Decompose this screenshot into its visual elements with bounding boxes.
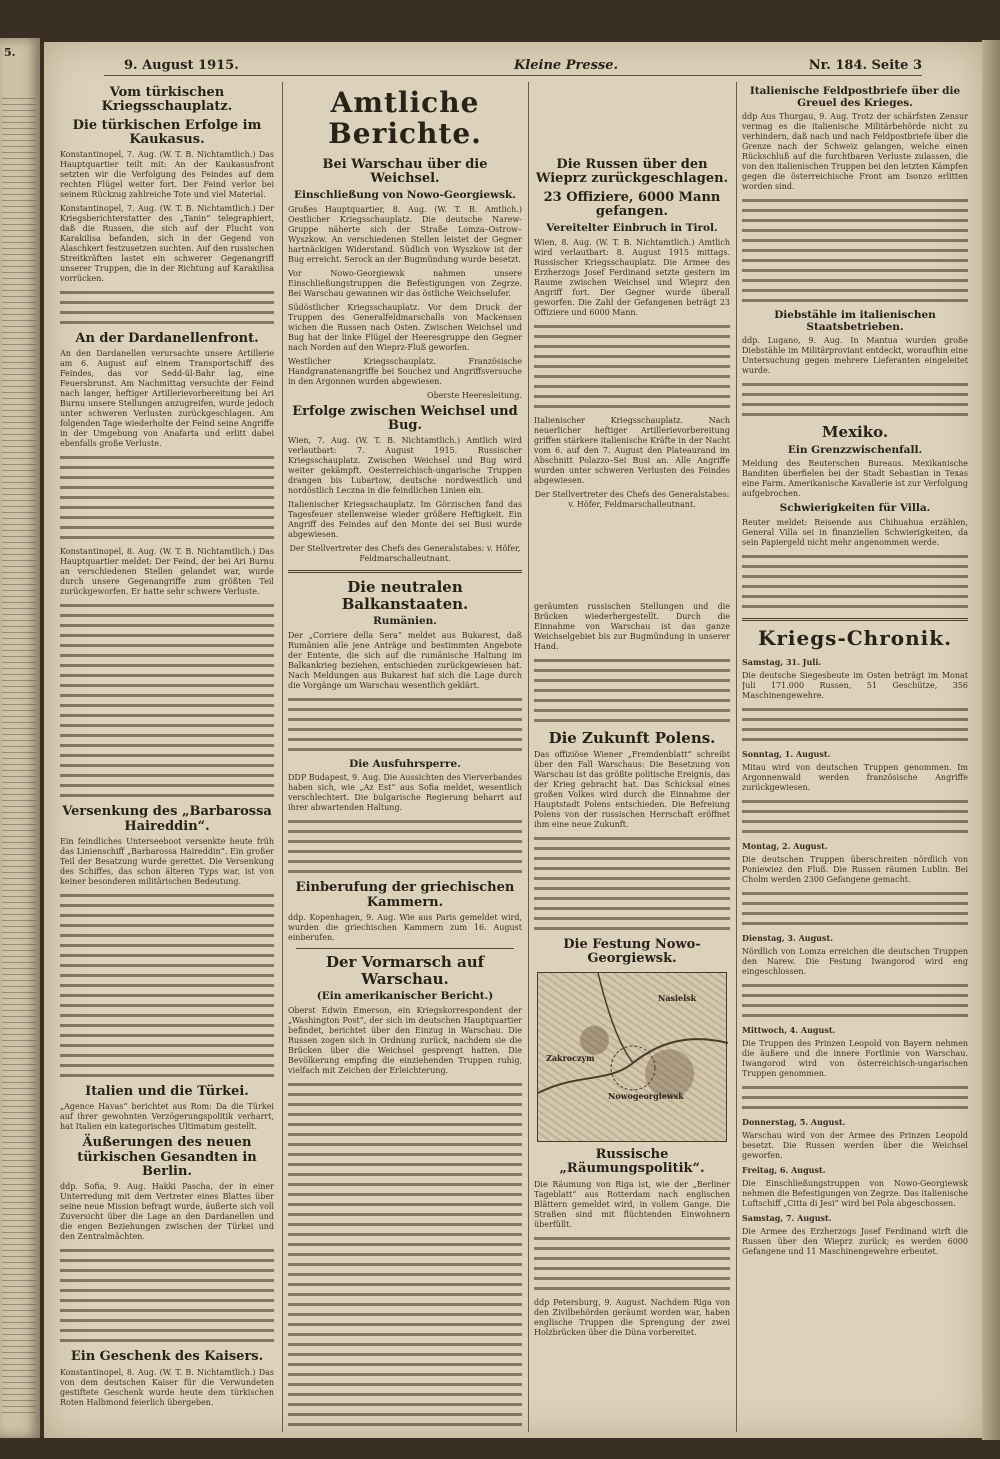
- subheadline: Die Ausfuhrsperre.: [349, 757, 461, 770]
- article-text: Konstantinopel, 7. Aug. (W. T. B. Nichtamtlich.) Der Kriegsberichterstatter des „Tanin“ telegraphiert, daß die Russen, die sich auf der Flucht von Karakilisa befanden, sich in der Gegend von Alaschkert festzusetzen suchten. Auf den russischen Streitkräften lastet ein schwerer Gegenangriff unserer Truppen, die in der Richtung auf Karakilisa vorrücken.: [60, 204, 274, 284]
- article-text: Ein feindliches Unterseeboot versenkte heute früh das Linienschiff „Barbarossa Haireddin“. Ein großer Teil der Besatzung wurde gerettet. Die Versenkung des Schiffes, das schon älteren Typs war, ist von keiner besonderen militärischen Bedeutung.: [60, 837, 274, 887]
- headline: Einberufung der griechischen Kammern.: [295, 880, 515, 910]
- section-title: Amtliche Berichte.: [328, 86, 482, 150]
- article-text: Vor Nowo-Georgiewsk nahmen unsere Einschließungstruppen die Befestigungen von Zegrze. Bei Warschau gewannen wir das östliche Weichselufer.: [288, 268, 522, 298]
- headline: Äußerungen des neuen türkischen Gesandten in Berlin.: [77, 1135, 257, 1179]
- article-text: ddp. Kopenhagen, 9. Aug. Wie aus Paris gemeldet wird, wurden die griechischen Kammern zum 16. August einberufen.: [288, 913, 522, 943]
- article-text: ddp. Sofia, 9. Aug. Hakki Pascha, der in einer Unterredung mit dem Vertreter eines Blattes über seine neue Mission befragt wurde, äußerte sich voll Zuversicht über die Lage an den Dardanellen und die engen Beziehungen zwischen der Türkei und den Zentralmächten.: [60, 1182, 274, 1242]
- article-text: An den Dardanellen verursachte unsere Artillerie am 6. August auf einem Transportschiff des Feindes, das vor Sedd-ül-Bahr lag, eine Feuersbrunst. Am Nachmittag versuchte der Feind nach langer, heftiger Artillerievorbereitung bei Ari Burnu unsere Stellungen anzugreifen, wurde jedoch unter schweren Verlusten zurückgeschlagen. Am folgenden Tage wiederholte der Feind seine Angriffe in der Umgebung von Anafarta und erlitt dabei ebenfalls große Verluste.: [60, 349, 274, 449]
- chronicle-date: Dienstag, 3. August.: [742, 932, 833, 943]
- chronicle-entry: Die Truppen des Prinzen Leopold von Bayern nehmen die äußere und die innere Fortlinie von Warschau. Iwangorod wird von österreichisch-ungarischen Truppen genommen.: [742, 1038, 968, 1078]
- article-text: Die Räumung von Riga ist, wie der „Berliner Tageblatt“ aus Rotterdam nach englischen Blättern gemeldet wird, in vollem Gange. Die Straßen sind mit flüchtenden Einwohnern überfüllt.: [534, 1179, 730, 1229]
- chronicle-entry: Die deutsche Siegesbeute im Osten beträgt im Monat Juli 171.000 Russen, 51 Geschütze, 356 Maschinengewehre.: [742, 670, 968, 700]
- headline: Vom türkischen Kriegsschauplatz.: [101, 85, 233, 115]
- column-turkish-front: [60, 82, 274, 1432]
- column-rule: [736, 82, 737, 1432]
- text-lines: [742, 552, 968, 612]
- headline: Bei Warschau über die Weichsel.: [322, 156, 488, 186]
- chronicle-entry: Nördlich von Lomza erreichen die deutschen Truppen den Narew. Die Festung Iwangorod wird eng eingeschlossen.: [742, 946, 968, 976]
- text-lines: [60, 1246, 274, 1346]
- article-text: „Agence Havas“ berichtet aus Rom: Da die Türkei auf ihrer gewohnten Verzögerungspolitik verharrt, hat Italien ein kategorisches Ultimatum gestellt.: [60, 1102, 274, 1132]
- column-poland-article: [534, 602, 730, 1432]
- article-text: Italienischer Kriegsschauplatz. Nach neuerlicher heftiger Artillerievorbereitung griffen stärkere italienische Kräfte in der Nacht vom 6. auf den 7. August den Plateaurand im Abschnitt Polazzo–Sei Busi an. Alle Angriffe wurden unter schweren Verlusten des Feindes abgewiesen.: [534, 415, 730, 485]
- headline: Diebstähle im italienischen Staatsbetrieben.: [774, 309, 936, 333]
- chronicle-date: Sonntag, 1. August.: [742, 748, 831, 759]
- subheadline: Die türkischen Erfolge im Kaukasus.: [72, 117, 262, 147]
- text-lines: [742, 797, 968, 837]
- text-lines: [288, 1080, 522, 1432]
- headline: Erfolge zwischen Weichsel und Bug.: [292, 403, 518, 434]
- column-rule: [282, 82, 283, 1432]
- text-lines: [288, 695, 522, 755]
- fortress-map: [537, 972, 727, 1142]
- text-lines: [742, 981, 968, 1021]
- map-label: Nowogeorgiewsk: [608, 1091, 684, 1102]
- headline: 23 Offiziere, 6000 Mann gefangen.: [543, 189, 721, 219]
- chronicle-entry: Die Einschließungstruppen von Nowo-Georgiewsk nehmen die Befestigungen von Zegrze. Das italienische Luftschiff „Citta di Jesi“ wird bei Pola abgeschossen.: [742, 1178, 968, 1208]
- text-lines: [742, 1083, 968, 1113]
- article-text: Großes Hauptquartier, 8. Aug. (W. T. B. Amtlich.) Oestlicher Kriegsschauplatz. Die deutsche Narew-Gruppe näherte sich der Straße Lomza–Ostrow–Wyszkow. An verschiedenen Stellen leistet der Gegner hartnäckigen Widerstand. Südlich von Wyszkow ist der Bug erreicht. Serock an der Bugmündung wurde besetzt.: [288, 204, 522, 264]
- map-label: Nasielsk: [658, 993, 697, 1004]
- article-text: Konstantinopel, 8. Aug. (W. T. B. Nichtamtlich.) Das von dem deutschen Kaiser für die Verwundeten gestiftete Geschenk wurde heute dem türkischen Roten Halbmond feierlich übergeben.: [60, 1367, 274, 1407]
- river-narew: [598, 973, 633, 1063]
- book-spine-edge: [982, 40, 1000, 1440]
- text-lines: [534, 656, 730, 726]
- issue-date: 9. August 1915.: [124, 58, 239, 73]
- previous-page-text: [2, 98, 36, 1418]
- paper-name: Kleine Presse.: [514, 58, 619, 73]
- chronicle-date: Samstag, 7. August.: [742, 1212, 832, 1223]
- column-russian-front: [534, 82, 730, 602]
- headline: Versenkung des „Barbarossa Haireddin“.: [62, 804, 272, 834]
- article-text: Das offiziöse Wiener „Fremdenblatt“ schreibt über den Fall Warschaus: Die Besetzung von Warschau ist das größte politische Ereignis, das der Krieg gebracht hat. Das Schicksal eines großen Volkes wird durch die Einnahme der Hauptstadt Polens entschieden. Die Befreiung Polens von der russischen Herrschaft eröffnet ihm eine neue Zukunft.: [534, 749, 730, 829]
- text-lines: [742, 889, 968, 929]
- chronicle-date: Donnerstag, 5. August.: [742, 1116, 846, 1127]
- issue-page-number: Nr. 184. Seite 3: [808, 58, 922, 73]
- article-text: Meldung des Reuterschen Bureaus. Mexikanische Banditen überfielen bei der Stadt Sebastian in Texas eine Farm. Amerikanische Kavallerie ist zur Verfolgung aufgebrochen.: [742, 459, 968, 499]
- subheadline: Einschließung von Nowo-Georgiewsk.: [294, 189, 516, 202]
- text-lines: [534, 322, 730, 412]
- signature: Der Stellvertreter des Chefs des Generalstabes: v. Höfer, Feldmarschalleutnant.: [534, 489, 730, 509]
- headline: Die neutralen Balkanstaaten.: [341, 578, 469, 613]
- fortress-ring: [611, 1046, 655, 1090]
- headline: Die Zukunft Polens.: [548, 729, 716, 747]
- article-text: Der „Corriere della Sera“ meldet aus Bukarest, daß Rumänien alle jene Anträge und bestimmten Angebote der Entente, die sich auf die rumänische Haltung im Balkankrieg beziehen, entschieden zurückgewiesen hat. Nach Meldungen aus Bukarest hat sich die Lage durch die Vorgänge um Warschau wesentlich geklärt.: [288, 630, 522, 690]
- article-text: Westlicher Kriegsschauplatz. Französische Handgranatenangriffe bei Souchez und Angriffsversuche in den Argonnen wurden abgewiesen.: [288, 356, 522, 386]
- article-text: ddp Aus Thurgau, 9. Aug. Trotz der schärfsten Zensur vermag es die italienische Militärbehörde nicht zu verhindern, daß nach und nach Feldpostbriefe über die Grenze nach der Schweiz gelangen, welche einen Rückschluß auf die furchtbaren Verluste zulassen, die von den italienischen Truppen bei den letzten Kämpfen gegen die österreichische Front am Isonzo erlitten worden sind.: [742, 112, 968, 192]
- map-label: Zakroczym: [546, 1053, 595, 1064]
- text-lines: [60, 891, 274, 1081]
- headline: Ein Geschenk des Kaisers.: [70, 1349, 264, 1365]
- divider: [288, 570, 522, 573]
- text-lines: [742, 380, 968, 420]
- column-official-reports: [288, 82, 522, 1432]
- previous-page-edge: [0, 38, 40, 1438]
- article-text: Südöstlicher Kriegsschauplatz. Vor dem Druck der Truppen des Generalfeldmarschalls von Mackensen wichen die Russen nach Osten. Zwischen Weichsel und Bug hat der linke Flügel der Heeresgruppe den Gegner nach Norden auf den Wieprz-Fluß geworfen.: [288, 302, 522, 352]
- divider: [296, 948, 514, 949]
- column-italy-chronicle: [742, 82, 968, 1432]
- chronicle-entry: Warschau wird von der Armee des Prinzen Leopold besetzt. Die Russen werden über die Weichsel geworfen.: [742, 1130, 968, 1160]
- text-lines: [60, 288, 274, 328]
- text-lines: [288, 817, 522, 877]
- headline: Italien und die Türkei.: [85, 1084, 249, 1100]
- divider: [742, 618, 968, 621]
- chronicle-date: Samstag, 31. Juli.: [742, 656, 822, 667]
- column-rule: [528, 82, 529, 1432]
- text-lines: [60, 601, 274, 801]
- article-text: Konstantinopel, 7. Aug. (W. T. B. Nichtamtlich.) Das Hauptquartier teilt mit: An der Kaukasusfront setzten wir die Verfolgung des Feindes auf dem rechten Flügel weiter fort. Der Feind verlor bei seinem Rückzug zahlreiche Tote und viel Material.: [60, 150, 274, 200]
- headline: Russische „Räumungspolitik“.: [559, 1147, 705, 1177]
- article-text: geräumten russischen Stellungen und die Brücken wiederhergestellt. Durch die Einnahme von Warschau ist das ganze Weichselgebiet bis zur Bugmündung in unserer Hand.: [534, 602, 730, 651]
- section-title: Kriegs-Chronik.: [757, 625, 953, 650]
- text-lines: [742, 196, 968, 306]
- article-text: DDP Budapest, 9. Aug. Die Aussichten des Vierverbandes haben sich, wie „Az Est“ aus Sofia meldet, wesentlich verschlechtert. Die bulgarische Regierung beharrt auf ihrer abwartenden Haltung.: [288, 773, 522, 813]
- article-text: Wien, 8. Aug. (W. T. B. Nichtamtlich.) Amtlich wird verlautbart: 8. August 1915 mittags. Russischer Kriegsschauplatz. Die Armee des Erzherzogs Josef Ferdinand setzte gestern im Raume zwischen Weichsel und Wieprz den Angriff fort. Der Gegner wurde überall geworfen. Die Zahl der Gefangenen beträgt 23 Offiziere und 6000 Mann.: [534, 237, 730, 317]
- subheadline: Ein Grenzzwischenfall.: [787, 443, 923, 456]
- subheadline: Vereitelter Einbruch in Tirol.: [546, 222, 718, 235]
- article-text: Konstantinopel, 8. Aug. (W. T. B. Nichtamtlich.) Das Hauptquartier meldet: Der Feind, der bei Ari Burnu an verschiedenen Stellen gelandet war, wurde durch unsere Gegenangriffe zum größten Teil zurückgeworfen. Er hatte sehr schwere Verluste.: [60, 547, 274, 597]
- article-text: ddp Petersburg, 9. August. Nachdem Riga von den Zivilbehörden geräumt worden war, haben englische Truppen die Sprengung der zwei Holzbrücken über die Düna vorbereitet.: [534, 1297, 730, 1337]
- article-text: ddp. Lugano, 9. Aug. In Mantua wurden große Diebstähle im Militärproviant entdeckt, woraufhin eine Untersuchung gegen mehrere Lieferanten eingeleitet wurde.: [742, 336, 968, 376]
- chronicle-entry: Die Armee des Erzherzogs Josef Ferdinand wirft die Russen über den Wieprz zurück; es werden 6000 Gefangene und 11 Maschinengewehre erbeutet.: [742, 1226, 968, 1256]
- article-text: Italienischer Kriegsschauplatz. Im Görzischen fand das Tagesfeuer stellenweise wieder größere Heftigkeit. Ein Angriff des Feindes auf den Monte dei sei Busi wurde abgewiesen.: [288, 500, 522, 540]
- chronicle-entry: Die deutschen Truppen überschreiten nördlich von Poniewiez den Fluß. Die Russen räumen Lublin. Bei Cholm werden 2300 Gefangene gemacht.: [742, 854, 968, 884]
- headline: Mexiko.: [821, 423, 889, 442]
- chronicle-date: Mittwoch, 4. August.: [742, 1024, 836, 1035]
- subheadline: (Ein amerikanischer Bericht.): [316, 990, 494, 1003]
- headline: Der Vormarsch auf Warschau.: [325, 953, 485, 988]
- signature: Der Stellvertreter des Chefs des Generalstabes: v. Höfer, Feldmarschalleutnant.: [289, 544, 521, 564]
- previous-page-number: 5.: [4, 46, 16, 59]
- signature: Oberste Heeresleitung.: [427, 390, 522, 400]
- text-lines: [60, 453, 274, 543]
- headline: Italienische Feldpostbriefe über die Greuel des Krieges.: [749, 85, 961, 109]
- chronicle-date: Freitag, 6. August.: [742, 1164, 826, 1175]
- headline: An der Dardanellenfront.: [75, 331, 259, 347]
- chronicle-date: Montag, 2. August.: [742, 840, 828, 851]
- text-lines: [742, 705, 968, 745]
- article-text: Oberst Edwin Emerson, ein Kriegskorrespondent der „Washington Post“, der sich im deutschen Hauptquartier befindet, berichtet über den Einzug in Warschau. Die Russen zogen sich in Ordnung zurück, nachdem sie die Brücken über die Weichsel gesprengt hatten. Die Bevölkerung empfing die einziehenden Truppen ruhig, vielfach mit Zeichen der Erleichterung.: [288, 1005, 522, 1075]
- text-lines: [534, 1234, 730, 1294]
- title-spacer: [534, 82, 730, 154]
- text-lines: [534, 834, 730, 934]
- article-text: Wien, 7. Aug. (W. T. B. Nichtamtlich.) Amtlich wird verlautbart: 7. August 1915. Russischer Kriegsschauplatz. Zwischen Weichsel und Bug wird weiter gekämpft. Oesterreichisch-ungarische Truppen drangen bis Lubartow, deutsche nordwestlich und nordöstlich Leczna in die feindlichen Linien ein.: [288, 436, 522, 496]
- chronicle-entry: Mitau wird von deutschen Truppen genommen. Im Argonnenwald werden französische Angriffe zurückgewiesen.: [742, 762, 968, 792]
- newspaper-page: [44, 42, 982, 1438]
- map-caption: Die Festung Nowo-Georgiewsk.: [563, 936, 701, 966]
- river-vistula: [538, 1039, 728, 1093]
- headline: Die Russen über den Wieprz zurückgeschlagen.: [535, 157, 729, 187]
- subheadline: Rumänien.: [373, 615, 437, 628]
- masthead: [104, 58, 922, 76]
- subheadline: Schwierigkeiten für Villa.: [779, 502, 931, 515]
- article-text: Reuter meldet: Reisende aus Chihuahua erzählen, General Villa sei in finanziellen Schwierigkeiten, da sein Papiergeld nicht mehr angenommen werde.: [742, 517, 968, 547]
